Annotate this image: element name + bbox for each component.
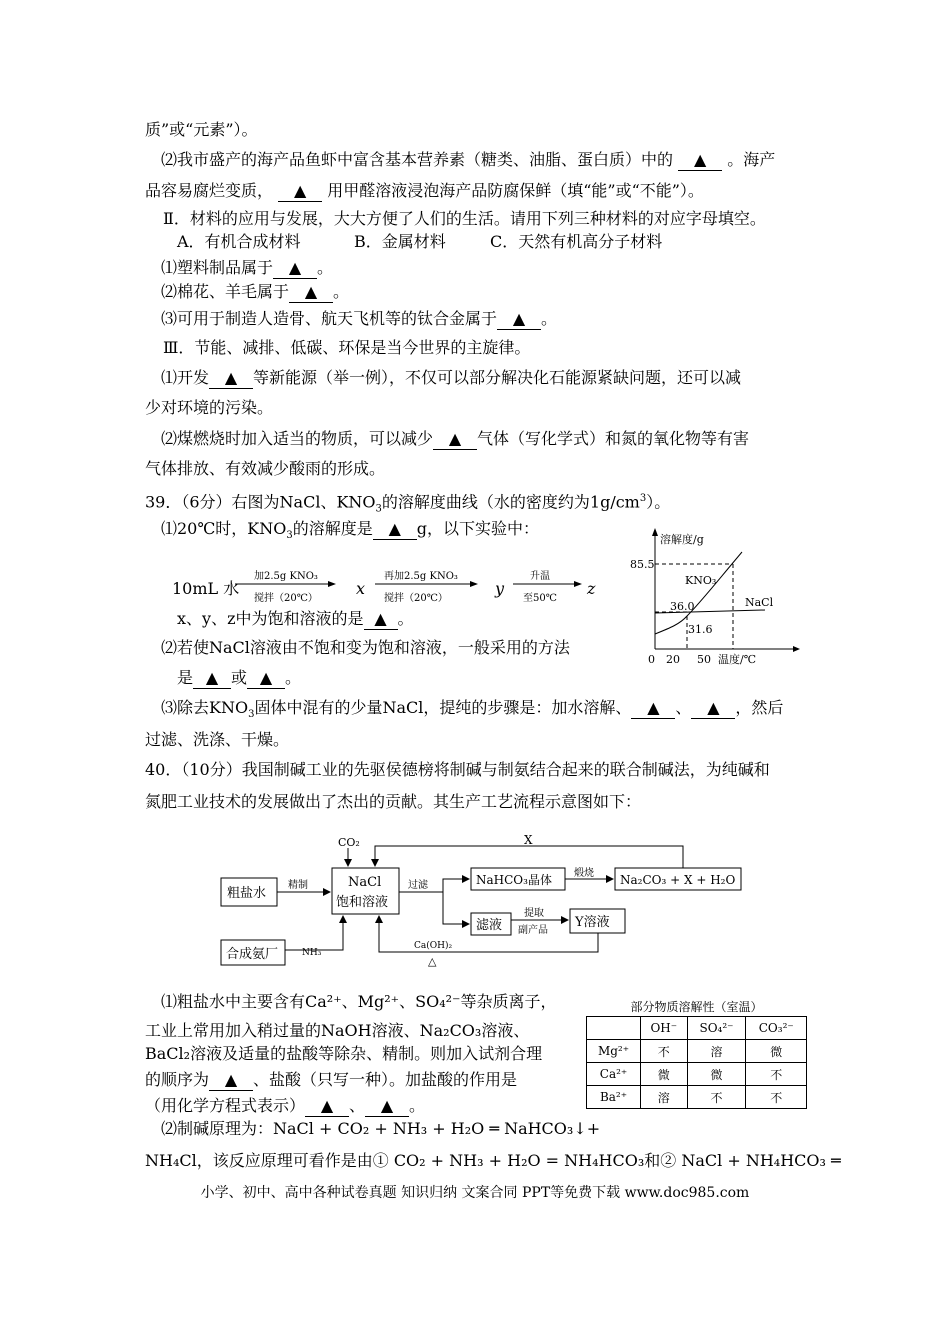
table-cell: 微 [641,1063,688,1086]
table-cell: 不 [641,1040,688,1063]
chart-ymark-36: 36.0 [670,600,695,613]
solubility-chart [630,528,800,670]
q40-p1-line-4-text: 的顺序为 [145,1070,210,1089]
table-header-cell: SO₄²⁻ [687,1017,746,1040]
label-filtrate: 滤液 [476,918,503,933]
q40-p1-line-2: 工业上常用加入稍过量的NaOH溶液、Na₂CO₃溶液、 [145,1021,530,1040]
q40-intro-2: 氮肥工业技术的发展做出了杰出的贡献。其生产工艺流程示意图如下： [145,792,642,811]
q39-p2: ⑵若使NaCl溶液由不饱和变为饱和溶液，一般采用的方法 [161,638,570,657]
exp-x: x [356,579,366,598]
label-calcine: 煅烧 [574,868,594,879]
exp-arrowhead-2 [470,581,478,587]
table-cell: 微 [687,1063,746,1086]
answer-blank[interactable]: ▲ [373,519,417,540]
table-row [587,1040,807,1063]
exp-start: 10mL 水 [172,579,240,598]
answer-blank[interactable]: ▲ [278,181,322,202]
period: 。 [333,282,350,301]
page-footer: 小学、初中、高中各种试卷真题 知识归纳 文案合同 PPT等免费下载 www.doc985.com [200,1185,750,1201]
answer-blank[interactable]: ▲ [364,609,398,630]
q38-II-option-b: B．金属材料 [354,232,446,251]
q38-II-3-text: ⑶可用于制造人造骨、航天飞机等的钛合金属于 [161,309,498,328]
exp-z: z [587,579,596,598]
q40-p1-sep: 、 [349,1096,366,1115]
label-co2: CO₂ [338,836,360,849]
q38-II-intro: Ⅱ．材料的应用与发展，大大方便了人们的生活。请用下列三种材料的对应字母填空。 [163,209,766,228]
chart-xtick-50: 50 [697,653,711,666]
label-nacl-2: 饱和溶液 [336,895,389,910]
table-row [587,1063,807,1086]
q38-II-option-a: A．有机合成材料 [177,232,301,251]
q39-p2-b [177,668,301,689]
solubility-table [586,1016,807,1109]
q38-II-3 [161,309,557,330]
q38-II-1-text: ⑴塑料制品属于 [161,258,274,277]
table-cell: 溶 [641,1086,688,1109]
q38-III-1-text-b: 等新能源（举一例），不仅可以部分解决化石能源紧缺问题，还可以减 [253,368,742,387]
q40-p1-f: （用化学方程式表示） [145,1096,306,1115]
exp-arrow2-top: 再加2.5g KNO₃ [384,571,458,582]
q39-p3-sep: 、 [675,698,692,717]
label-heat: △ [428,955,437,968]
exp-arrow1-bottom: 搅拌（20℃） [254,593,318,604]
label-ammonia: 合成氨厂 [226,947,279,962]
answer-blank[interactable]: ▲ [305,1096,349,1117]
q40-p1-line-3: BaCl₂溶液及适量的盐酸等除杂、精制。则加入试剂合理 [145,1044,543,1063]
label-nahco3: NaHCO₃晶体 [476,873,552,887]
answer-blank[interactable]: ▲ [631,698,675,719]
exp-arrowhead-3 [574,581,582,587]
label-product: Na₂CO₃ + X + H₂O [620,873,736,887]
q40-p1-line-5 [145,1096,425,1117]
q39-p2-or: 或 [231,668,248,687]
table-header-cell: OH⁻ [641,1017,688,1040]
experiment-sequence [170,566,610,606]
label-x: X [524,833,533,847]
q39-title-sub: 3 [375,503,382,515]
q40-intro-1: 40．（10分）我国制碱工业的先驱侯德榜将制碱与制氨结合起来的联合制碱法，为纯碱和 [145,760,770,779]
q39-p1-d [177,609,414,630]
chart-xtick-20: 20 [666,653,680,666]
q38-p2-line [161,150,775,171]
chart-x-arrow [793,646,800,652]
q38-line-1: 质”或“元素”）。 [145,120,258,139]
table-header-cell [587,1017,641,1040]
table-cell: 溶 [687,1040,746,1063]
answer-blank[interactable]: ▲ [433,429,477,450]
q38-III-2-text: ⑵煤燃烧时加入适当的物质，可以减少 [161,429,434,448]
q39-p1-b: 的溶解度是 [292,519,373,538]
q40-p1-line-4 [145,1070,517,1091]
answer-blank[interactable]: ▲ [193,668,231,689]
q40-p2-line-1: ⑵制碱原理为：NaCl + CO₂ + NH₃ + H₂O ═ NaHCO₃↓+ [161,1119,601,1138]
table-cell: 不 [687,1086,746,1109]
q39-title-c: ）。 [646,492,671,512]
q39-title [145,489,670,520]
exp-arrow3-top: 升温 [530,571,550,582]
q39-p3-a: ⑶除去KNO [161,698,249,717]
answer-blank[interactable]: ▲ [497,309,541,330]
q38-III-intro: Ⅲ．节能、减排、低碳、环保是当今世界的主旋律。 [163,338,531,357]
q40-p1-line-1: ⑴粗盐水中主要含有Ca²⁺、Mg²⁺、SO₄²⁻等杂质离子， [161,992,557,1011]
q38-III-1-cont: 少对环境的污染。 [145,398,274,417]
exp-arrow3-bottom: 至50℃ [523,593,557,604]
q40-p1-e: 、盐酸（只写一种）。加盐酸的作用是 [253,1070,518,1089]
chart-xtick-0: 0 [648,653,655,666]
answer-blank[interactable]: ▲ [691,698,735,719]
exp-arrowhead-1 [328,581,336,587]
q40-p2-line-2: NH₄Cl，该反应原理可看作是由① CO₂ + NH₃ + H₂O = NH₄HCO₃和② NaCl + NH₄HCO₃ ═ [145,1151,841,1170]
q39-p1 [161,519,539,546]
q38-II-2-text: ⑵棉花、羊毛属于 [161,282,290,301]
answer-blank[interactable]: ▲ [678,150,722,171]
exp-arrow2-bottom: 搅拌（20℃） [384,593,448,604]
answer-blank[interactable]: ▲ [247,668,285,689]
table-cell: 不 [746,1063,807,1086]
answer-blank[interactable]: ▲ [209,368,253,389]
label-extract: 提取 [524,908,544,919]
process-flow [218,832,758,972]
table-cell: Mg²⁺ [587,1040,641,1063]
arrow-nh3 [285,916,343,950]
table-header-cell: CO₃²⁻ [746,1017,807,1040]
q38-II-option-c: C．天然有机高分子材料 [490,232,663,251]
q39-title-sup: 3 [639,493,647,504]
period: 。 [317,258,334,277]
q39-p3-b: 固体中混有的少量NaCl，提纯的步骤是：加水溶解、 [254,698,632,717]
q38-III-2-text-b: 气体（写化学式）和氮的氧化物等有害 [477,429,750,448]
label-refine: 精制 [288,880,308,891]
q38-p2-text-c: 品容易腐烂变质， [145,181,274,200]
q38-III-1 [161,368,741,389]
label-caoh2: Ca(OH)₂ [414,941,453,951]
chart-y-arrow [652,528,658,536]
q39-p3-c: ，然后 [735,698,784,717]
q38-III-2 [161,429,749,450]
q38-II-1 [161,258,333,279]
q38-II-2 [161,282,349,303]
label-nacl-1: NaCl [348,875,382,890]
q38-p2-text-b: 。海产 [727,150,776,169]
q39-title-b: 的溶解度曲线（水的密度约为1g/cm [381,492,640,512]
table-cell: 微 [746,1040,807,1063]
table-cell: Ca²⁺ [587,1063,641,1086]
chart-legend-kno3: KNO₃ [685,574,717,587]
q38-III-2-cont: 气体排放、有效减少酸雨的形成。 [145,459,386,478]
answer-blank[interactable]: ▲ [209,1070,253,1091]
chart-xlabel: 温度/℃ [718,653,757,666]
q38-III-1-text: ⑴开发 [161,368,210,387]
exp-y: y [495,579,505,598]
solubility-table-title: 部分物质溶解性（室温） [630,1000,763,1014]
q39-p1-d-text: x、y、z中为饱和溶液的是 [177,609,364,628]
period: 。 [397,609,414,628]
q39-p1-c: g，以下实验中： [416,519,539,538]
label-filter: 过滤 [408,880,428,891]
period: 。 [541,309,558,328]
table-header-row [587,1017,807,1040]
q39-p1-a: ⑴20℃时，KNO [161,519,287,538]
q39-title-a: 39．（6分）右图为NaCl、KNO [145,492,376,512]
table-row [587,1086,807,1109]
label-byproduct: 副产品 [518,925,548,936]
arrow-x-recycle [375,846,683,868]
q38-p2-text-d: 用甲醛溶液浸泡海产品防腐保鲜（填“能”或“不能”）。 [327,181,704,200]
period: 。 [285,668,302,687]
chart-ymark-85: 85.5 [630,558,655,571]
q39-p3-sub: 3 [248,709,255,721]
q38-p2-text: ⑵我市盛产的海产品鱼虾中富含基本营养素（糖类、油脂、蛋白质）中的 [161,150,674,169]
table-cell: Ba²⁺ [587,1086,641,1109]
chart-ymark-31: 31.6 [688,623,713,636]
arrow-filter-filtrate [443,892,469,924]
label-crude: 粗盐水 [227,886,267,901]
table-cell: 不 [746,1086,807,1109]
q39-p3-d: 过滤、洗涤、干燥。 [145,730,290,749]
answer-blank[interactable]: ▲ [273,258,317,279]
label-nh3: NH₃ [302,948,322,958]
period: 。 [409,1096,426,1115]
q39-p2-b-text: 是 [177,668,194,687]
chart-ylabel: 溶解度/g [660,533,704,546]
answer-blank[interactable]: ▲ [365,1096,409,1117]
label-ysol: Y溶液 [575,915,610,930]
answer-blank[interactable]: ▲ [289,282,333,303]
q38-p2-line-2 [145,181,704,202]
exp-arrow1-top: 加2.5g KNO₃ [254,571,318,582]
q39-p1-sub: 3 [286,530,293,542]
chart-legend-nacl: NaCl [745,596,774,609]
q39-p3 [161,698,783,725]
